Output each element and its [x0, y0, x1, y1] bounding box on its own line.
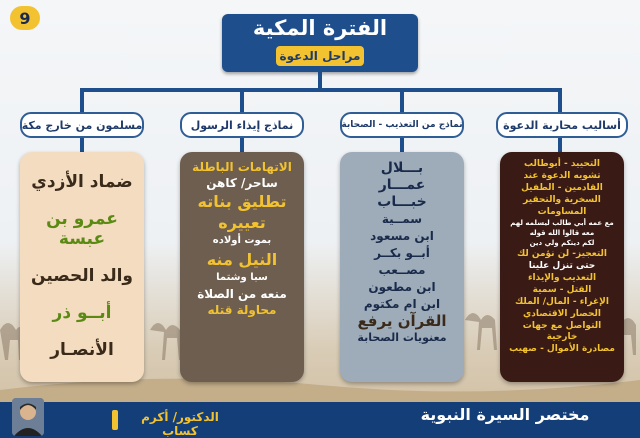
list-item: ساحر/ كاهن: [206, 176, 278, 190]
subtitle: مراحل الدعوة: [276, 46, 364, 66]
card-companions-torture: [340, 152, 464, 382]
list-item: لكم دينكم ولي دين: [529, 239, 595, 247]
list-item: السخرية والتحقير: [523, 195, 601, 205]
person-icon: [12, 398, 44, 436]
list-item: القرآن يرفع: [357, 312, 447, 330]
header-col2: نماذج من التعذيب - الصحابة: [340, 112, 464, 138]
list-item: أبــو بكــر: [374, 246, 430, 260]
list-item: عمرو بن عبسة: [46, 209, 118, 249]
list-item: القتل - سمية: [532, 285, 592, 295]
list-item: سمــية: [381, 212, 423, 226]
list-item: تعييره: [218, 213, 266, 232]
list-item: محاولة قتله: [207, 303, 277, 317]
header-col1: أساليب محاربة الدعوة: [496, 112, 628, 138]
page-number-badge: 9: [10, 6, 40, 30]
main-title: الفترة المكية: [252, 16, 388, 40]
list-item: ضماد الأزدي: [31, 172, 133, 192]
list-item: والد الحصين: [31, 266, 133, 286]
list-item: منعه من الصلاة: [197, 287, 287, 301]
footer-title: مختصر السيرة النبوية: [420, 405, 590, 424]
list-item: الإغراء - المال/ الملك: [515, 297, 609, 307]
connector-col3: [240, 88, 244, 112]
list-item: الحصار الاقتصادي: [523, 309, 601, 319]
list-item: التعجيز- لن نؤمن لك: [516, 249, 608, 259]
list-item: التعذيب والإيذاء: [527, 273, 597, 283]
list-item: تشويه الدعوة عند: [523, 171, 601, 181]
connector-col2: [400, 88, 404, 112]
avatar: [12, 398, 44, 436]
list-item: عمـــار: [378, 177, 426, 193]
list-item: بموت أولاده: [212, 235, 272, 246]
author-name: الدكتور/ أكرم كساب: [141, 410, 219, 438]
card-methods-against-dawah: [500, 152, 624, 382]
list-item: تطليق بناته: [197, 192, 287, 211]
list-item: ابن مطعون: [368, 280, 436, 294]
list-item: مصــعب: [378, 263, 426, 277]
list-item: الأنصـار: [50, 340, 114, 360]
list-item: التحييد - أبوطالب: [523, 159, 601, 169]
list-item: الاتهامات الباطلة: [192, 160, 292, 174]
list-item: ابن مسعود: [370, 229, 434, 243]
list-item: سبا وشتما: [216, 272, 268, 283]
list-item: التواصل مع جهات خارجية: [522, 321, 602, 342]
header-col3: نماذج إيذاء الرسول: [180, 112, 304, 138]
list-item: القادمين - الطفيل: [521, 183, 603, 193]
list-item: حتى تنزل علينا: [528, 261, 596, 271]
list-item: المساومات: [537, 207, 587, 217]
list-item: النيل منه: [206, 250, 278, 269]
list-item: بـــلال: [380, 160, 424, 176]
connector-horizontal: [80, 88, 562, 92]
list-item: معنويات الصحابة: [357, 331, 447, 344]
list-item: أبــو ذر: [52, 303, 112, 323]
card-muslims-outside-mecca: [20, 152, 144, 382]
card-prophet-harm-examples: [180, 152, 304, 382]
connector-col4: [80, 88, 84, 112]
connector-col1: [558, 88, 562, 112]
list-item: مصادرة الأموال - صهيب: [509, 344, 615, 354]
list-item: معه قالوا الله قوله: [529, 229, 595, 237]
list-item: خبـــاب: [377, 194, 427, 210]
list-item: مع عمه أبي طالب ليسلمه لهم: [510, 219, 614, 227]
footer-accent: [112, 410, 118, 430]
list-item: ابن ام مكتوم: [363, 297, 441, 311]
header-col4: مسلمون من خارج مكة: [20, 112, 144, 138]
